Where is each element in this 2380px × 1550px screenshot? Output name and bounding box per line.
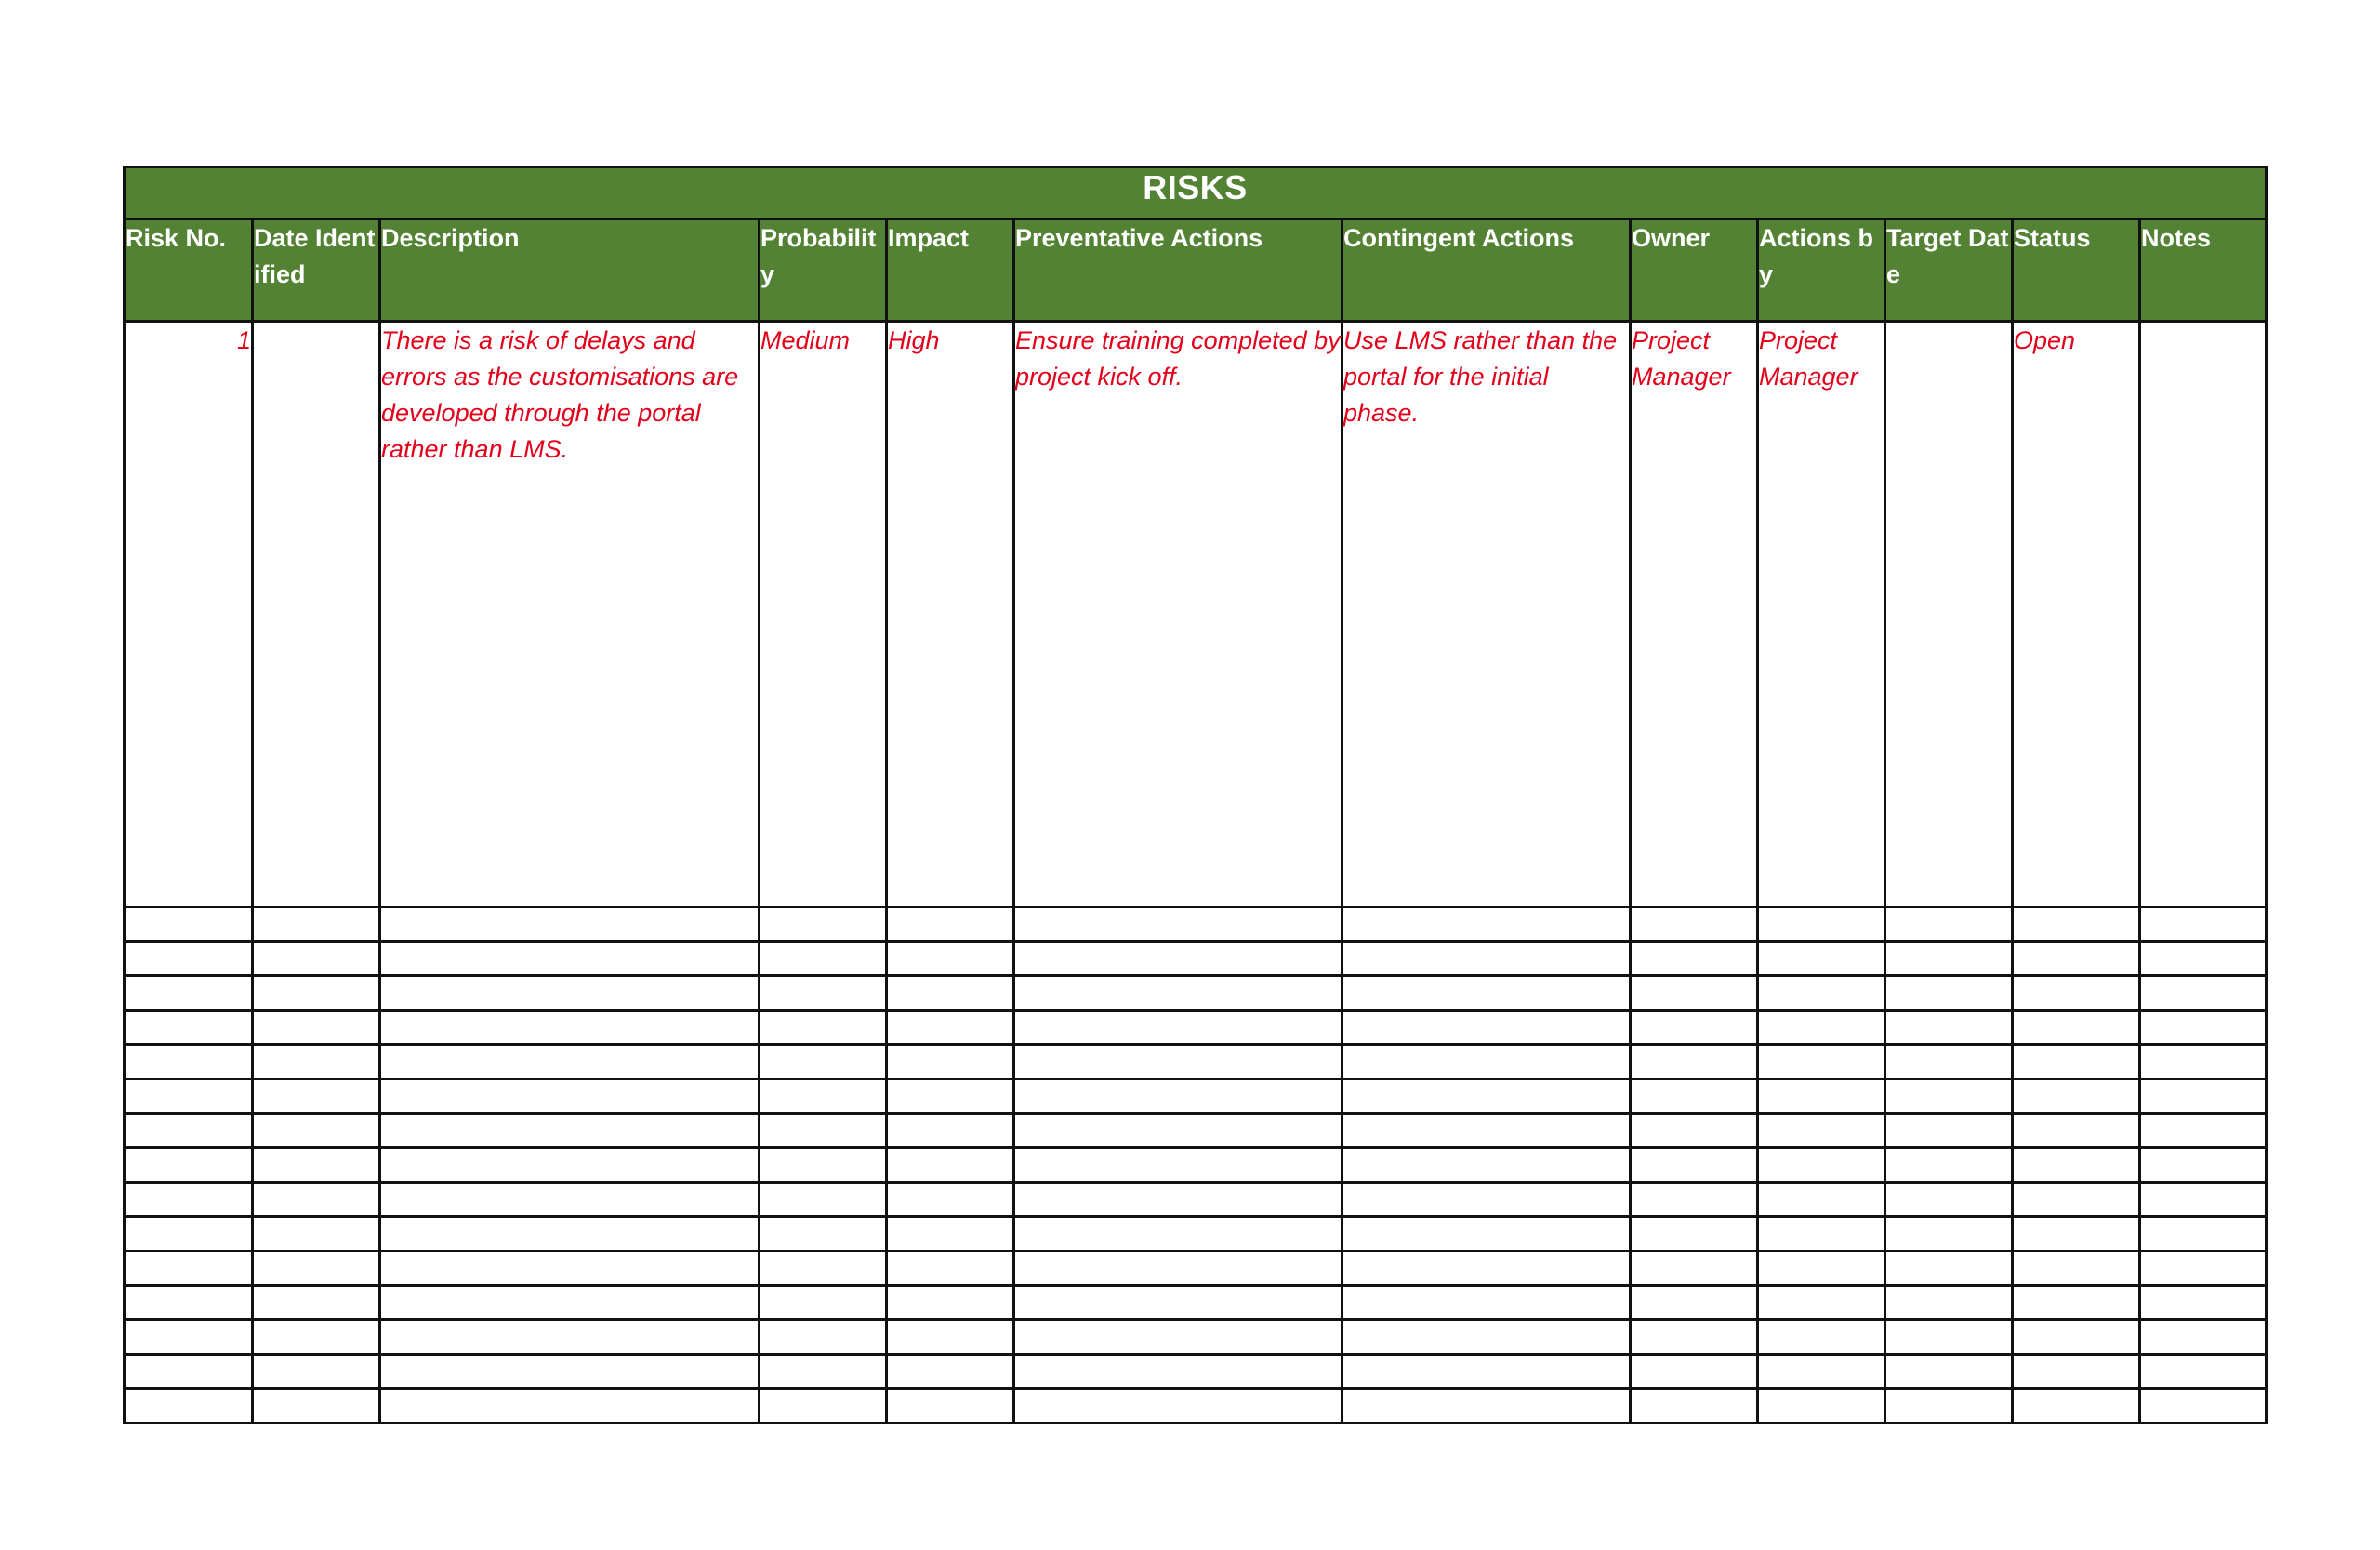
empty-cell[interactable] bbox=[1342, 1011, 1631, 1045]
empty-cell[interactable] bbox=[1014, 1148, 1342, 1183]
empty-cell[interactable] bbox=[1014, 976, 1342, 1011]
empty-cell[interactable] bbox=[253, 942, 380, 976]
empty-cell[interactable] bbox=[1342, 907, 1631, 942]
empty-cell[interactable] bbox=[125, 1217, 253, 1252]
empty-cell[interactable] bbox=[1885, 1286, 2013, 1320]
empty-cell[interactable] bbox=[887, 1080, 1014, 1114]
empty-cell[interactable] bbox=[253, 1355, 380, 1389]
empty-cell[interactable] bbox=[1758, 1252, 1885, 1286]
empty-cell[interactable] bbox=[1631, 1080, 1758, 1114]
empty-cell[interactable] bbox=[1342, 1355, 1631, 1389]
empty-cell[interactable] bbox=[2013, 907, 2140, 942]
empty-cell[interactable] bbox=[1342, 1320, 1631, 1355]
empty-cell[interactable] bbox=[2140, 1148, 2267, 1183]
table-row bbox=[125, 1355, 2267, 1389]
empty-cell[interactable] bbox=[760, 1045, 887, 1080]
cell-description[interactable]: There is a risk of delays and errors as the customisations are developed through the portal rather than LMS. bbox=[380, 322, 760, 907]
cell-owner[interactable]: Project Manager bbox=[1631, 322, 1758, 907]
empty-cell[interactable] bbox=[1014, 1183, 1342, 1217]
empty-cell[interactable] bbox=[1885, 1080, 2013, 1114]
empty-cell[interactable] bbox=[125, 907, 253, 942]
empty-cell[interactable] bbox=[253, 1148, 380, 1183]
empty-cell[interactable] bbox=[2140, 1011, 2267, 1045]
empty-cell[interactable] bbox=[1885, 1252, 2013, 1286]
empty-cell[interactable] bbox=[1885, 976, 2013, 1011]
table-row bbox=[125, 1286, 2267, 1320]
empty-cell[interactable] bbox=[2140, 1045, 2267, 1080]
empty-cell[interactable] bbox=[2013, 1114, 2140, 1148]
table-row bbox=[125, 1183, 2267, 1217]
empty-cell[interactable] bbox=[1758, 1355, 1885, 1389]
empty-cell[interactable] bbox=[1014, 942, 1342, 976]
empty-cell[interactable] bbox=[2140, 942, 2267, 976]
empty-cell[interactable] bbox=[1342, 1045, 1631, 1080]
empty-cell[interactable] bbox=[380, 907, 760, 942]
empty-cell[interactable] bbox=[2013, 976, 2140, 1011]
empty-cell[interactable] bbox=[380, 1286, 760, 1320]
empty-cell[interactable] bbox=[380, 1045, 760, 1080]
empty-cell[interactable] bbox=[1885, 907, 2013, 942]
empty-cell[interactable] bbox=[380, 1080, 760, 1114]
empty-cell[interactable] bbox=[1758, 1011, 1885, 1045]
empty-cell[interactable] bbox=[253, 1389, 380, 1424]
empty-cell[interactable] bbox=[760, 1011, 887, 1045]
empty-cell[interactable] bbox=[253, 1286, 380, 1320]
table-row bbox=[125, 1045, 2267, 1080]
empty-cell[interactable] bbox=[2013, 942, 2140, 976]
empty-cell[interactable] bbox=[1885, 1217, 2013, 1252]
empty-cell[interactable] bbox=[887, 907, 1014, 942]
empty-cell[interactable] bbox=[760, 1320, 887, 1355]
empty-cell[interactable] bbox=[2140, 1355, 2267, 1389]
empty-cell[interactable] bbox=[125, 1389, 253, 1424]
empty-cell[interactable] bbox=[887, 1252, 1014, 1286]
empty-cell[interactable] bbox=[1631, 1011, 1758, 1045]
cell-status[interactable]: Open bbox=[2013, 322, 2140, 907]
empty-cell[interactable] bbox=[2140, 907, 2267, 942]
empty-cell[interactable] bbox=[887, 1183, 1014, 1217]
empty-cell[interactable] bbox=[125, 1286, 253, 1320]
empty-cell[interactable] bbox=[2140, 1114, 2267, 1148]
empty-cell[interactable] bbox=[1014, 1355, 1342, 1389]
empty-cell[interactable] bbox=[1885, 1114, 2013, 1148]
empty-cell[interactable] bbox=[760, 1355, 887, 1389]
empty-cell[interactable] bbox=[380, 1217, 760, 1252]
empty-cell[interactable] bbox=[760, 1217, 887, 1252]
empty-cell[interactable] bbox=[1342, 1148, 1631, 1183]
empty-cell[interactable] bbox=[1758, 1286, 1885, 1320]
empty-cell[interactable] bbox=[1631, 1217, 1758, 1252]
cell-date-identified[interactable] bbox=[253, 322, 380, 907]
empty-cell[interactable] bbox=[1631, 1045, 1758, 1080]
empty-cell[interactable] bbox=[1631, 1286, 1758, 1320]
cell-impact[interactable]: High bbox=[887, 322, 1014, 907]
header-contingent-actions[interactable]: Contingent Actions bbox=[1342, 219, 1631, 322]
empty-cell[interactable] bbox=[760, 907, 887, 942]
risk-register-table bbox=[123, 166, 2268, 1424]
empty-cell[interactable] bbox=[1758, 1045, 1885, 1080]
empty-cell[interactable] bbox=[2013, 1355, 2140, 1389]
empty-cell[interactable] bbox=[380, 976, 760, 1011]
table-row bbox=[125, 1252, 2267, 1286]
empty-cell[interactable] bbox=[1631, 1355, 1758, 1389]
empty-cell[interactable] bbox=[2013, 1148, 2140, 1183]
empty-cell[interactable] bbox=[2140, 976, 2267, 1011]
empty-cell[interactable] bbox=[380, 1183, 760, 1217]
empty-cell[interactable] bbox=[2013, 1080, 2140, 1114]
empty-cell[interactable] bbox=[1758, 942, 1885, 976]
empty-cell[interactable] bbox=[1758, 1183, 1885, 1217]
cell-risk-no[interactable]: 1 bbox=[125, 322, 253, 907]
empty-cell[interactable] bbox=[760, 1252, 887, 1286]
cell-contingent-actions[interactable]: Use LMS rather than the portal for the initial phase. bbox=[1342, 322, 1631, 907]
empty-cell[interactable] bbox=[887, 976, 1014, 1011]
empty-cell[interactable] bbox=[1758, 1320, 1885, 1355]
empty-cell[interactable] bbox=[760, 1389, 887, 1424]
header-target-date[interactable]: Target Date bbox=[1885, 219, 2013, 322]
empty-cell[interactable] bbox=[125, 1183, 253, 1217]
empty-cell[interactable] bbox=[760, 1286, 887, 1320]
empty-cell[interactable] bbox=[1342, 1080, 1631, 1114]
empty-cell[interactable] bbox=[1342, 1114, 1631, 1148]
cell-target-date[interactable] bbox=[1885, 322, 2013, 907]
empty-cell[interactable] bbox=[1014, 1011, 1342, 1045]
empty-cell[interactable] bbox=[1342, 1217, 1631, 1252]
empty-cell[interactable] bbox=[887, 1114, 1014, 1148]
empty-cell[interactable] bbox=[2140, 1183, 2267, 1217]
empty-cell[interactable] bbox=[125, 1355, 253, 1389]
empty-cell[interactable] bbox=[1758, 1080, 1885, 1114]
empty-cell[interactable] bbox=[125, 1252, 253, 1286]
empty-cell[interactable] bbox=[1631, 1252, 1758, 1286]
empty-cell[interactable] bbox=[2140, 1389, 2267, 1424]
empty-cell[interactable] bbox=[760, 1080, 887, 1114]
empty-cell[interactable] bbox=[1758, 1114, 1885, 1148]
empty-cell[interactable] bbox=[125, 1045, 253, 1080]
empty-cell[interactable] bbox=[887, 1045, 1014, 1080]
header-description[interactable]: Description bbox=[380, 219, 760, 322]
empty-cell[interactable] bbox=[1342, 1183, 1631, 1217]
empty-cell[interactable] bbox=[2140, 1252, 2267, 1286]
empty-cell[interactable] bbox=[887, 1389, 1014, 1424]
empty-cell[interactable] bbox=[1342, 1286, 1631, 1320]
empty-cell[interactable] bbox=[887, 1320, 1014, 1355]
empty-cell[interactable] bbox=[1014, 1286, 1342, 1320]
empty-cell[interactable] bbox=[2140, 1286, 2267, 1320]
empty-cell[interactable] bbox=[380, 1252, 760, 1286]
empty-cell[interactable] bbox=[2013, 1217, 2140, 1252]
cell-notes[interactable] bbox=[2140, 322, 2267, 907]
empty-cell[interactable] bbox=[1758, 907, 1885, 942]
empty-cell[interactable] bbox=[760, 976, 887, 1011]
empty-cell[interactable] bbox=[2013, 1320, 2140, 1355]
empty-cell[interactable] bbox=[1014, 1320, 1342, 1355]
empty-cell[interactable] bbox=[1014, 1252, 1342, 1286]
empty-cell[interactable] bbox=[760, 1148, 887, 1183]
empty-cell[interactable] bbox=[1631, 976, 1758, 1011]
empty-cell[interactable] bbox=[125, 1320, 253, 1355]
table-row bbox=[125, 1389, 2267, 1424]
empty-cell[interactable] bbox=[1014, 1045, 1342, 1080]
empty-cell[interactable] bbox=[125, 1148, 253, 1183]
table-row bbox=[125, 1011, 2267, 1045]
empty-cell[interactable] bbox=[1631, 1183, 1758, 1217]
header-risk-no[interactable]: Risk No. bbox=[125, 219, 253, 322]
table-title-row bbox=[125, 167, 2267, 219]
empty-cell[interactable] bbox=[1758, 976, 1885, 1011]
empty-cell[interactable] bbox=[1885, 1183, 2013, 1217]
empty-cell[interactable] bbox=[380, 942, 760, 976]
empty-cell[interactable] bbox=[1885, 1148, 2013, 1183]
empty-cell[interactable] bbox=[380, 1389, 760, 1424]
empty-cell[interactable] bbox=[1631, 1389, 1758, 1424]
empty-cell[interactable] bbox=[253, 1114, 380, 1148]
empty-cell[interactable] bbox=[125, 976, 253, 1011]
header-impact[interactable]: Impact bbox=[887, 219, 1014, 322]
empty-cell[interactable] bbox=[125, 1011, 253, 1045]
column-header-row bbox=[125, 219, 2267, 322]
empty-cell[interactable] bbox=[887, 1011, 1014, 1045]
table-row bbox=[125, 1080, 2267, 1114]
empty-cell[interactable] bbox=[1631, 1148, 1758, 1183]
empty-cell[interactable] bbox=[760, 1183, 887, 1217]
empty-cell[interactable] bbox=[253, 1183, 380, 1217]
empty-cell[interactable] bbox=[1342, 1252, 1631, 1286]
empty-cell[interactable] bbox=[2013, 1286, 2140, 1320]
cell-actions-by[interactable]: Project Manager bbox=[1758, 322, 1885, 907]
empty-cell[interactable] bbox=[1014, 1389, 1342, 1424]
empty-cell[interactable] bbox=[380, 1011, 760, 1045]
empty-cell[interactable] bbox=[1885, 1045, 2013, 1080]
header-preventative-actions[interactable]: Preventative Actions bbox=[1014, 219, 1342, 322]
empty-cell[interactable] bbox=[887, 942, 1014, 976]
empty-cell[interactable] bbox=[2140, 1217, 2267, 1252]
empty-cell[interactable] bbox=[1758, 1389, 1885, 1424]
header-actions-by[interactable]: Actions by bbox=[1758, 219, 1885, 322]
cell-preventative-actions[interactable]: Ensure training completed by project kick off. bbox=[1014, 322, 1342, 907]
empty-cell[interactable] bbox=[887, 1217, 1014, 1252]
empty-cell[interactable] bbox=[887, 1148, 1014, 1183]
empty-cell[interactable] bbox=[253, 1217, 380, 1252]
empty-cell[interactable] bbox=[2013, 1183, 2140, 1217]
empty-cell[interactable] bbox=[887, 1355, 1014, 1389]
header-status[interactable]: Status bbox=[2013, 219, 2140, 322]
empty-cell[interactable] bbox=[1014, 1080, 1342, 1114]
header-owner[interactable]: Owner bbox=[1631, 219, 1758, 322]
empty-cell[interactable] bbox=[380, 1355, 760, 1389]
empty-cell[interactable] bbox=[253, 976, 380, 1011]
table-row bbox=[125, 976, 2267, 1011]
empty-cell[interactable] bbox=[1885, 1355, 2013, 1389]
empty-cell[interactable] bbox=[253, 1011, 380, 1045]
empty-cell[interactable] bbox=[125, 942, 253, 976]
empty-cell[interactable] bbox=[2013, 1011, 2140, 1045]
empty-cell[interactable] bbox=[253, 1320, 380, 1355]
empty-cell[interactable] bbox=[2013, 1252, 2140, 1286]
empty-cell[interactable] bbox=[253, 907, 380, 942]
table-row bbox=[125, 907, 2267, 942]
table-row bbox=[125, 1114, 2267, 1148]
empty-cell[interactable] bbox=[380, 1114, 760, 1148]
empty-cell[interactable] bbox=[1631, 942, 1758, 976]
empty-cell[interactable] bbox=[1885, 1389, 2013, 1424]
table-row bbox=[125, 322, 2267, 907]
empty-cell[interactable] bbox=[1631, 1114, 1758, 1148]
empty-cell[interactable] bbox=[760, 942, 887, 976]
header-notes[interactable]: Notes bbox=[2140, 219, 2267, 322]
empty-cell[interactable] bbox=[253, 1045, 380, 1080]
empty-cell[interactable] bbox=[1342, 976, 1631, 1011]
table-row bbox=[125, 1217, 2267, 1252]
empty-cell[interactable] bbox=[887, 1286, 1014, 1320]
empty-cell[interactable] bbox=[1885, 942, 2013, 976]
empty-cell[interactable] bbox=[1014, 907, 1342, 942]
empty-cell[interactable] bbox=[1631, 1320, 1758, 1355]
empty-cell[interactable] bbox=[125, 1080, 253, 1114]
empty-cell[interactable] bbox=[760, 1114, 887, 1148]
empty-cell[interactable] bbox=[253, 1252, 380, 1286]
empty-cell[interactable] bbox=[380, 1148, 760, 1183]
header-date-identified[interactable]: Date Identified bbox=[253, 219, 380, 322]
empty-cell[interactable] bbox=[2013, 1045, 2140, 1080]
empty-cell[interactable] bbox=[1014, 1114, 1342, 1148]
empty-cell[interactable] bbox=[1631, 907, 1758, 942]
table-row bbox=[125, 1148, 2267, 1183]
empty-cell[interactable] bbox=[1885, 1320, 2013, 1355]
table-row bbox=[125, 1320, 2267, 1355]
empty-cell[interactable] bbox=[1342, 942, 1631, 976]
empty-cell[interactable] bbox=[1342, 1389, 1631, 1424]
empty-cell[interactable] bbox=[125, 1114, 253, 1148]
empty-cell[interactable] bbox=[2140, 1080, 2267, 1114]
empty-cell[interactable] bbox=[1758, 1217, 1885, 1252]
empty-cell[interactable] bbox=[253, 1080, 380, 1114]
empty-cell[interactable] bbox=[1758, 1148, 1885, 1183]
empty-cell[interactable] bbox=[2013, 1389, 2140, 1424]
table-title[interactable]: RISKS bbox=[125, 167, 2267, 219]
header-probability[interactable]: Probability bbox=[760, 219, 887, 322]
empty-cell[interactable] bbox=[380, 1320, 760, 1355]
empty-cell[interactable] bbox=[1014, 1217, 1342, 1252]
empty-cell[interactable] bbox=[1885, 1011, 2013, 1045]
cell-probability[interactable]: Medium bbox=[760, 322, 887, 907]
empty-cell[interactable] bbox=[2140, 1320, 2267, 1355]
table-row bbox=[125, 942, 2267, 976]
